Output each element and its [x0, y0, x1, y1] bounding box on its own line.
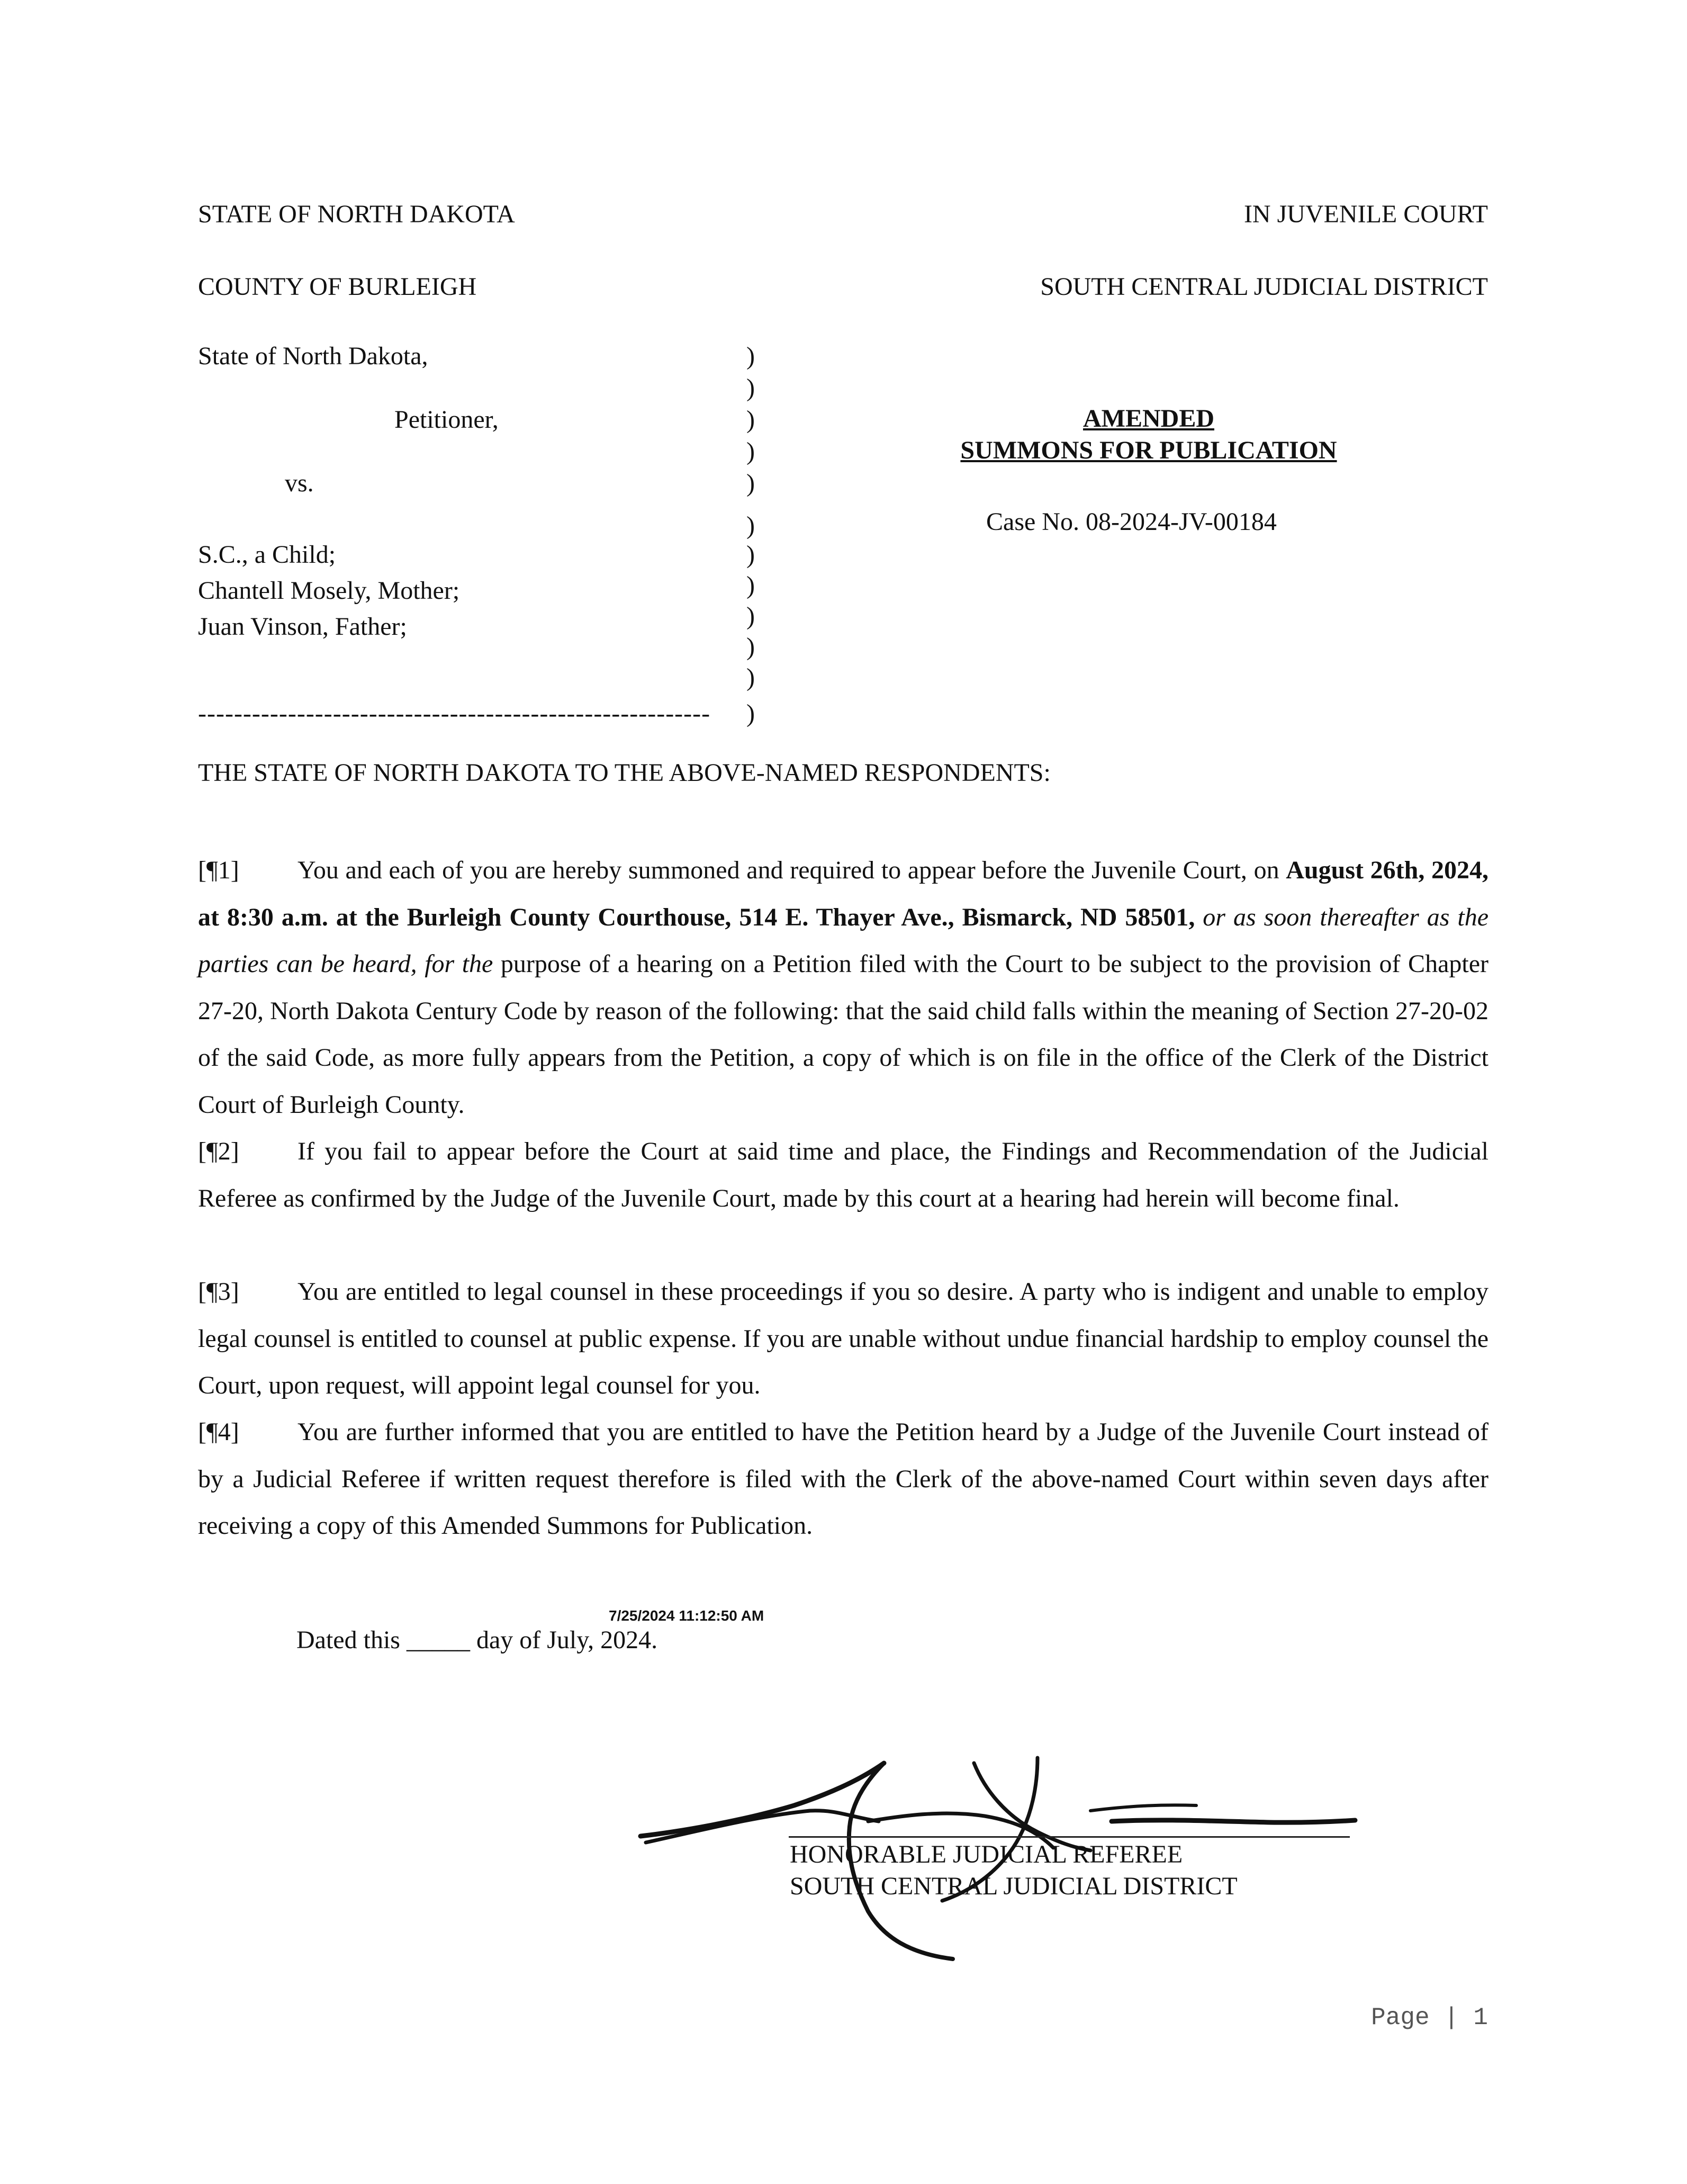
address-line: THE STATE OF NORTH DAKOTA TO THE ABOVE-NAMED RESPONDENTS:: [198, 759, 1051, 787]
paragraph-text: You are entitled to legal counsel in these proceedings if you so desire. A party who is indigent and unable to employ legal counsel is entitled to counsel at public expense. If you are unable without undue financial hardship to employ counsel the Court, upon request, will appoint legal counsel for you.: [198, 1278, 1488, 1399]
header-county: COUNTY OF BURLEIGH: [198, 273, 477, 301]
caption-paren: ): [746, 437, 755, 465]
caption-respondent: Chantell Mosely, Mother;: [198, 577, 460, 605]
paragraph-text: You and each of you are hereby summoned and required to appear before the Juvenile Court, on: [297, 856, 1286, 884]
hearing-details: August 26th, 2024, at 8:30 a.m. at the Burleigh County Courthouse, 514 E. Thayer Ave., Bismarck, ND 58501,: [198, 856, 1489, 931]
paragraph-text-italic: or as soon thereafter as the parties can be heard, for the: [198, 903, 1489, 978]
caption-paren: ): [746, 571, 755, 599]
caption-paren: ): [746, 342, 755, 370]
caption-paren: ): [746, 511, 755, 540]
e-signature-timestamp: 7/25/2024 11:12:50 AM: [609, 1607, 764, 1624]
caption-versus: vs.: [285, 469, 314, 497]
caption-paren: ): [746, 633, 755, 661]
header-state: STATE OF NORTH DAKOTA: [198, 200, 515, 228]
caption-paren: ): [746, 541, 755, 569]
signatory-title: HONORABLE JUDICIAL REFEREE: [790, 1840, 1183, 1868]
paragraph-1: [198, 847, 1488, 1128]
paragraph-number: [¶1]: [198, 856, 239, 884]
paragraph-3: [198, 1269, 1488, 1409]
caption-paren: ): [746, 469, 755, 497]
signature-line: [789, 1836, 1350, 1838]
paragraph-number: [¶3]: [198, 1278, 239, 1306]
paragraph-number: [¶4]: [198, 1418, 239, 1446]
document-subtitle: SUMMONS FOR PUBLICATION: [960, 436, 1337, 464]
caption-paren: ): [746, 374, 755, 402]
signatory-district: SOUTH CENTRAL JUDICIAL DISTRICT: [790, 1872, 1238, 1900]
paragraph-text: purpose of a hearing on a Petition filed with the Court to be subject to the provision of Chapter 27-20, North Dakota Century Code by reason of the following: that the said child falls within the meaning of Section 27-20-02 of the said Code, as more fully appears from the Petition, a copy of which is on file in the office of the Clerk of the District Court of Burleigh County.: [198, 950, 1488, 1119]
paragraph-4: [198, 1409, 1488, 1550]
header-court: IN JUVENILE COURT: [1243, 200, 1488, 228]
page-number: Page | 1: [1371, 2004, 1488, 2032]
caption-plaintiff-role: Petitioner,: [394, 406, 499, 434]
caption-respondent: S.C., a Child;: [198, 541, 336, 569]
caption-paren: ): [746, 663, 755, 691]
paragraph-text: You are further informed that you are entitled to have the Petition heard by a Judge of the Juvenile Court instead of by a Judicial Referee if written request therefore is filed with the Clerk of the above-named Court within seven days after receiving a copy of this Amended Summons for Publication.: [198, 1418, 1488, 1540]
caption-paren: ): [746, 602, 755, 630]
caption-respondent: Juan Vinson, Father;: [198, 613, 407, 641]
paragraph-text: If you fail to appear before the Court at said time and place, the Findings and Recommendation of the Judicial Referee as confirmed by the Judge of the Juvenile Court, made by this court at a hearing had herein will become final.: [198, 1137, 1488, 1212]
caption-divider: ---------------------------------------------------------: [198, 699, 711, 727]
paragraph-2: [198, 1128, 1488, 1222]
paragraph-number: [¶2]: [198, 1137, 239, 1165]
caption-paren: ): [746, 699, 755, 727]
dated-line: Dated this _____ day of July, 2024.: [296, 1626, 658, 1654]
header-district: SOUTH CENTRAL JUDICIAL DISTRICT: [1040, 273, 1488, 301]
caption-paren: ): [746, 406, 755, 434]
case-number: Case No. 08-2024-JV-00184: [986, 508, 1277, 536]
caption-plaintiff: State of North Dakota,: [198, 342, 428, 370]
document-title: AMENDED: [1083, 405, 1214, 433]
